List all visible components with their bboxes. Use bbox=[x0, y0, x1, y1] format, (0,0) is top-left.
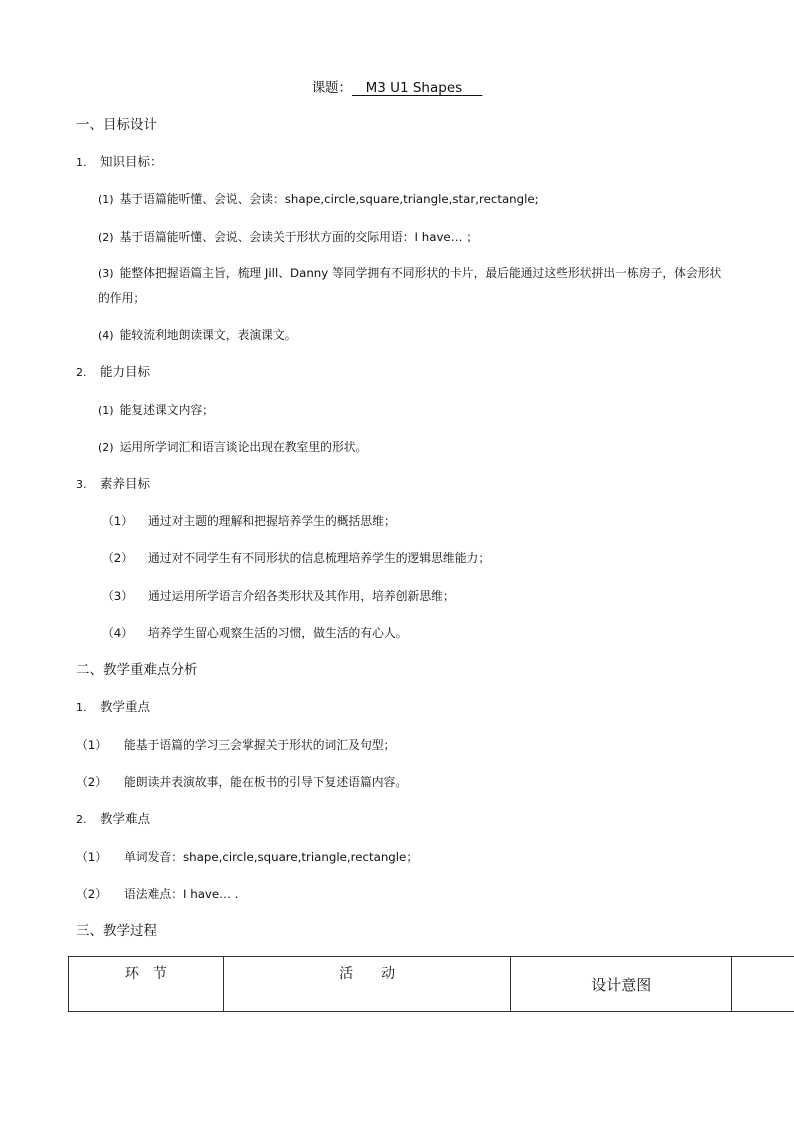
lesson-topic: M3 U1 Shapes bbox=[365, 80, 463, 96]
knowledge-item-4: (4) 能较流利地朗读课文，表演课文。 bbox=[98, 328, 297, 342]
subheading-ability: 2. 能力目标 bbox=[76, 364, 151, 379]
lesson-title bbox=[0, 79, 794, 97]
process-table bbox=[68, 956, 794, 1012]
ability-item-1: (1) 能复述课文内容； bbox=[98, 403, 214, 417]
section-heading-process: 三、教学过程 bbox=[76, 923, 157, 939]
literacy-item-4: （4） 培养学生留心观察生活的习惯，做生活的有心人。 bbox=[102, 626, 408, 640]
table-header-row bbox=[69, 957, 794, 1012]
difficulty-item-2: （2） 语法难点：I have… . bbox=[76, 887, 239, 901]
knowledge-item-2: (2) 基于语篇能听懂、会说、会读关于形状方面的交际用语：I have… ； bbox=[98, 230, 479, 244]
header-cell-extra bbox=[732, 957, 794, 1012]
header-cell-stage: 环 节 bbox=[69, 957, 224, 1012]
subheading-knowledge: 1. 知识目标： bbox=[76, 154, 163, 169]
subheading-focus: 1. 教学重点 bbox=[76, 699, 151, 714]
subheading-difficulty: 2. 教学难点 bbox=[76, 811, 151, 826]
difficulty-item-1: （1） 单词发音：shape,circle,square,triangle,rectangle； bbox=[76, 850, 419, 864]
literacy-item-3: （3） 通过运用所学语言介绍各类形状及其作用，培养创新思维； bbox=[102, 589, 455, 603]
focus-item-1: （1） 能基于语篇的学习三会掌握关于形状的词汇及句型； bbox=[76, 738, 396, 752]
literacy-item-1: （1） 通过对主题的理解和把握培养学生的概括思维； bbox=[102, 514, 396, 528]
title-label: 课题： bbox=[311, 80, 353, 96]
header-cell-design-intent: 设计意图 bbox=[511, 957, 732, 1012]
knowledge-item-1: (1) 基于语篇能听懂、会说、会读：shape,circle,square,triangle,star,rectangle; bbox=[98, 192, 539, 206]
section-heading-objectives: 一、目标设计 bbox=[76, 117, 157, 133]
section-heading-key-points: 二、教学重难点分析 bbox=[76, 662, 198, 678]
header-cell-activity: 活 动 bbox=[223, 957, 511, 1012]
knowledge-item-3: (3) 能整体把握语篇主旨，梳理 Jill、Danny 等同学拥有不同形状的卡片，最后能通过这些形状拼出一栋房子，体会形状的作用； bbox=[98, 266, 722, 305]
subheading-literacy: 3. 素养目标 bbox=[76, 476, 151, 491]
literacy-item-2: （2） 通过对不同学生有不同形状的信息梳理培养学生的逻辑思维能力； bbox=[102, 551, 491, 565]
focus-item-2: （2） 能朗读并表演故事，能在板书的引导下复述语篇内容。 bbox=[76, 775, 408, 789]
ability-item-2: (2) 运用所学词汇和语言谈论出现在教室里的形状。 bbox=[98, 440, 368, 454]
